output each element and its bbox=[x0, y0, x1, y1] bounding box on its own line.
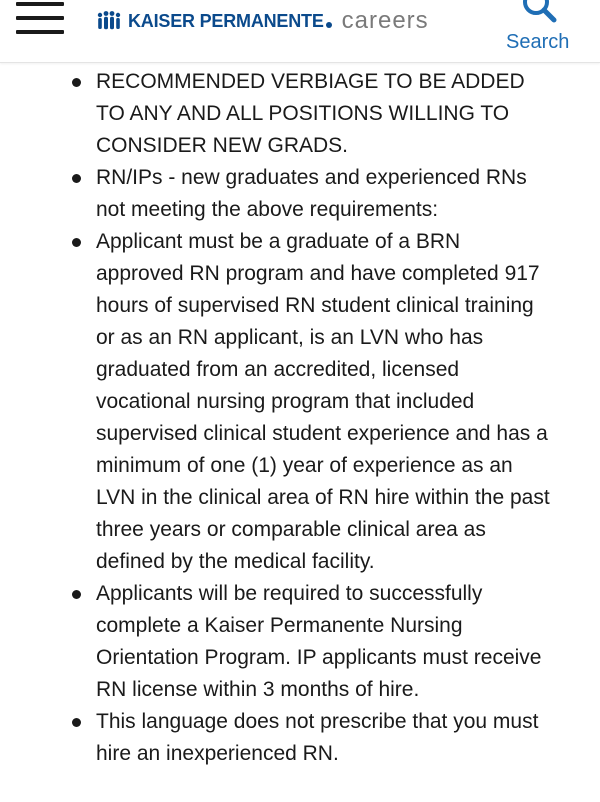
requirements-list bbox=[0, 66, 600, 770]
list-item bbox=[0, 162, 600, 226]
brand-registered-mark bbox=[326, 22, 332, 28]
bullet-icon bbox=[72, 174, 81, 183]
bullet-icon bbox=[72, 718, 81, 727]
list-item bbox=[0, 226, 600, 578]
list-item-text: This language does not prescribe that you must hire an inexperienced RN. bbox=[96, 710, 539, 765]
brand-careers-label: careers bbox=[341, 7, 429, 34]
list-item-text: RECOMMENDED VERBIAGE TO BE ADDED TO ANY AND ALL POSITIONS WILLING TO CONSIDER NEW GRADS. bbox=[96, 70, 525, 157]
hamburger-menu-icon[interactable] bbox=[16, 2, 66, 36]
search-button[interactable] bbox=[506, 0, 586, 58]
list-item bbox=[0, 706, 600, 770]
list-item bbox=[0, 66, 600, 162]
kaiser-people-logo-icon bbox=[96, 10, 122, 32]
menu-bar-bottom bbox=[16, 30, 64, 34]
menu-bar-middle bbox=[16, 16, 64, 20]
list-item bbox=[0, 578, 600, 706]
bullet-icon bbox=[72, 238, 81, 247]
search-label: Search bbox=[506, 31, 570, 53]
menu-bar-top bbox=[16, 2, 64, 6]
list-item-text: RN/IPs - new graduates and experienced RNs not meeting the above requirements: bbox=[96, 166, 527, 221]
magnifier-icon bbox=[520, 0, 560, 26]
site-header bbox=[0, 0, 600, 63]
job-requirements-content bbox=[0, 66, 600, 802]
list-item-text: Applicant must be a graduate of a BRN approved RN program and have completed 917 hours of supervised RN student clinical training or as an RN applicant, is an LVN who has graduated from an accredited, licensed vocational nursing program that included supervised clinical student experience and has a minimum of one (1) year of experience as an LVN in the clinical area of RN hire within the past three years or comparable clinical area as defined by the medical facility. bbox=[96, 230, 550, 573]
list-item-text: Applicants will be required to successfully complete a Kaiser Permanente Nursing Orientation Program. IP applicants must receive RN license within 3 months of hire. bbox=[96, 582, 542, 701]
brand-logo-link[interactable] bbox=[96, 6, 429, 36]
bullet-icon bbox=[72, 590, 81, 599]
brand-name: KAISER PERMANENTE bbox=[128, 10, 324, 31]
bullet-icon bbox=[72, 78, 81, 87]
